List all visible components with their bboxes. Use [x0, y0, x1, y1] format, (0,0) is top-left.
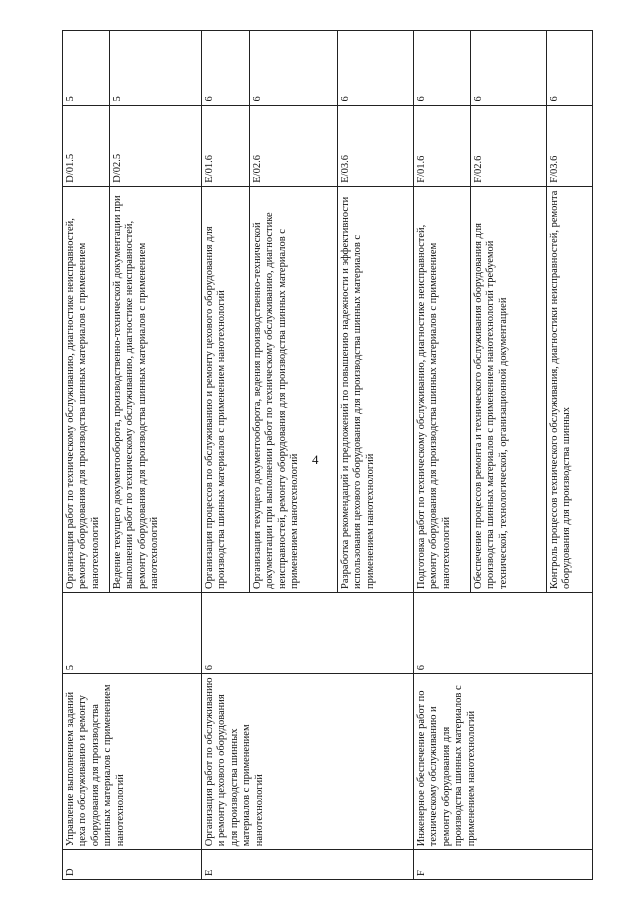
gtf-name: Инженерное обеспечение работ по техническому обслуживанию и ремонту оборудования для производства шинных материалов с применением нанотехнологий [414, 674, 593, 850]
gtf-level: 5 [63, 592, 202, 673]
function-code: E/03.6 [338, 105, 414, 186]
function-level: 5 [110, 31, 202, 106]
function-level: 6 [547, 31, 593, 106]
gtf-level: 6 [414, 592, 593, 673]
function-code: E/02.6 [250, 105, 338, 186]
gtf-name: Управление выполнением заданий цеха по обслуживанию и ремонту оборудования для производства шинных материалов с применением нанотехнологий [63, 674, 202, 850]
function-name: Организация процессов по обслуживанию и ремонту цехового оборудования для производства шинных материалов с применением нанотехнологий [202, 186, 250, 592]
function-name: Обеспечение процессов ремонта и технического обслуживания оборудования для производства шинных материалов с применением нанотехнологий требуемой технической, технологической, организационной документацией [471, 186, 547, 592]
function-name: Ведение текущего документооборота, производственно-технической документации при выполнении работ по техническому обслуживанию, диагностике неисправностей, ремонту оборудования для производства шинных материалов с применением нанотехнологий [110, 186, 202, 592]
gtf-code: D [63, 850, 202, 880]
gtf-code: F [414, 850, 593, 880]
gtf-name: Организация работ по обслуживанию и ремонту цехового оборудования для производства шинных материалов с применением нанотехнологий [202, 674, 414, 850]
function-level: 6 [250, 31, 338, 106]
functions-table [62, 30, 593, 880]
function-level: 6 [338, 31, 414, 106]
table-row [202, 31, 250, 880]
function-code: D/02.5 [110, 105, 202, 186]
function-level: 6 [471, 31, 547, 106]
gtf-code: E [202, 850, 414, 880]
function-name: Подготовка работ по техническому обслуживанию, диагностике неисправностей, ремонту оборудования для производства шинных материалов с применением нанотехнологий [414, 186, 471, 592]
page-number: 4 [312, 452, 319, 467]
function-code: F/02.6 [471, 105, 547, 186]
function-code: D/01.5 [63, 105, 110, 186]
function-level: 6 [414, 31, 471, 106]
function-code: E/01.6 [202, 105, 250, 186]
function-level: 5 [63, 31, 110, 106]
function-code: F/03.6 [547, 105, 593, 186]
function-name: Контроль процессов технического обслуживания, диагностики неисправностей, ремонта оборудования для производства шинных [547, 186, 593, 592]
table-row [414, 31, 471, 880]
gtf-level: 6 [202, 592, 414, 673]
function-level: 6 [202, 31, 250, 106]
function-name: Разработка рекомендаций и предложений по повышению надежности и эффективности использования цехового оборудования для производства шинных материалов с применением нанотехнологий [338, 186, 414, 592]
table-row [63, 31, 110, 880]
function-code: F/01.6 [414, 105, 471, 186]
rotated-table-container [62, 30, 592, 880]
function-name: Организация работ по техническому обслуживанию, диагностике неисправностей, ремонту оборудования для производства шинных материалов с применением нанотехнологий [63, 186, 110, 592]
function-name: Организация текущего документооборота, ведения производственно-технической документации при выполнении работ по техническому обслуживанию, диагностике неисправностей, ремонту оборудования для производства шинных материалов с применением нанотехнологий [250, 186, 338, 592]
